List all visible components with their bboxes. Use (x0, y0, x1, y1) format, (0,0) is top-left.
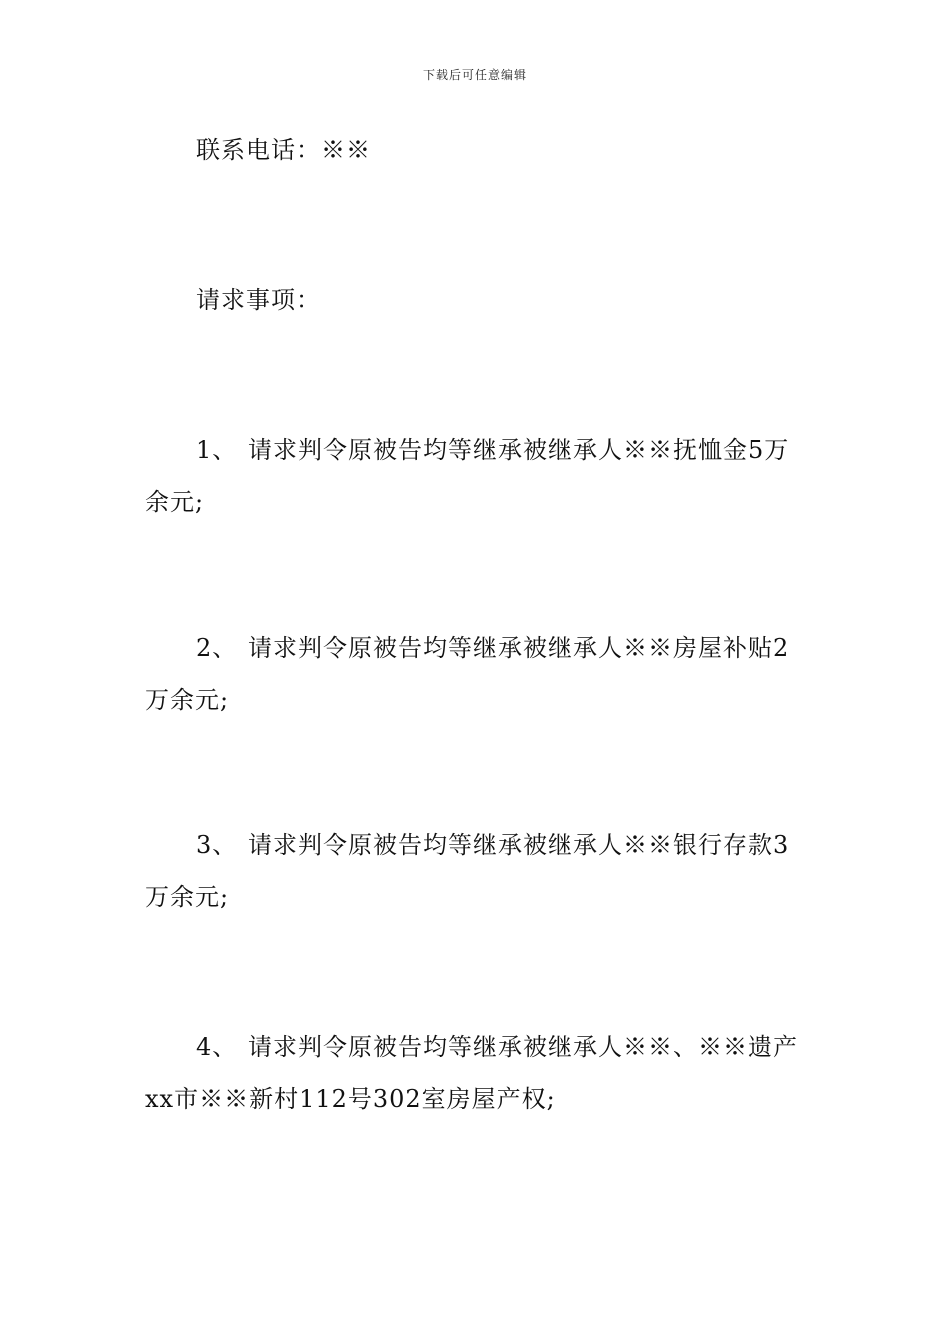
request-item-3 (145, 819, 810, 923)
request-item-text: 请求判令原被告均等继承被继承人※※银行存款3万余元; (145, 831, 790, 911)
request-item-text: 请求判令原被告均等继承被继承人※※、※※遗产xx市※※新村112号302室房屋产权; (145, 1033, 798, 1113)
request-item-number: 3、 (196, 831, 238, 859)
request-item-number: 2、 (196, 634, 238, 662)
requests-heading: 请求事项： (196, 286, 321, 314)
request-item-4 (145, 1021, 810, 1125)
request-item-text: 请求判令原被告均等继承被继承人※※抚恤金5万余元; (145, 436, 790, 516)
request-item-text: 请求判令原被告均等继承被继承人※※房屋补贴2万余元; (145, 634, 790, 714)
request-item-number: 4、 (196, 1033, 238, 1061)
header-note: 下载后可任意编辑 (422, 68, 527, 82)
request-item-number: 1、 (196, 436, 238, 464)
contact-line: 联系电话：※※ (196, 136, 371, 164)
request-item-1 (145, 424, 810, 528)
request-item-2 (145, 622, 810, 726)
